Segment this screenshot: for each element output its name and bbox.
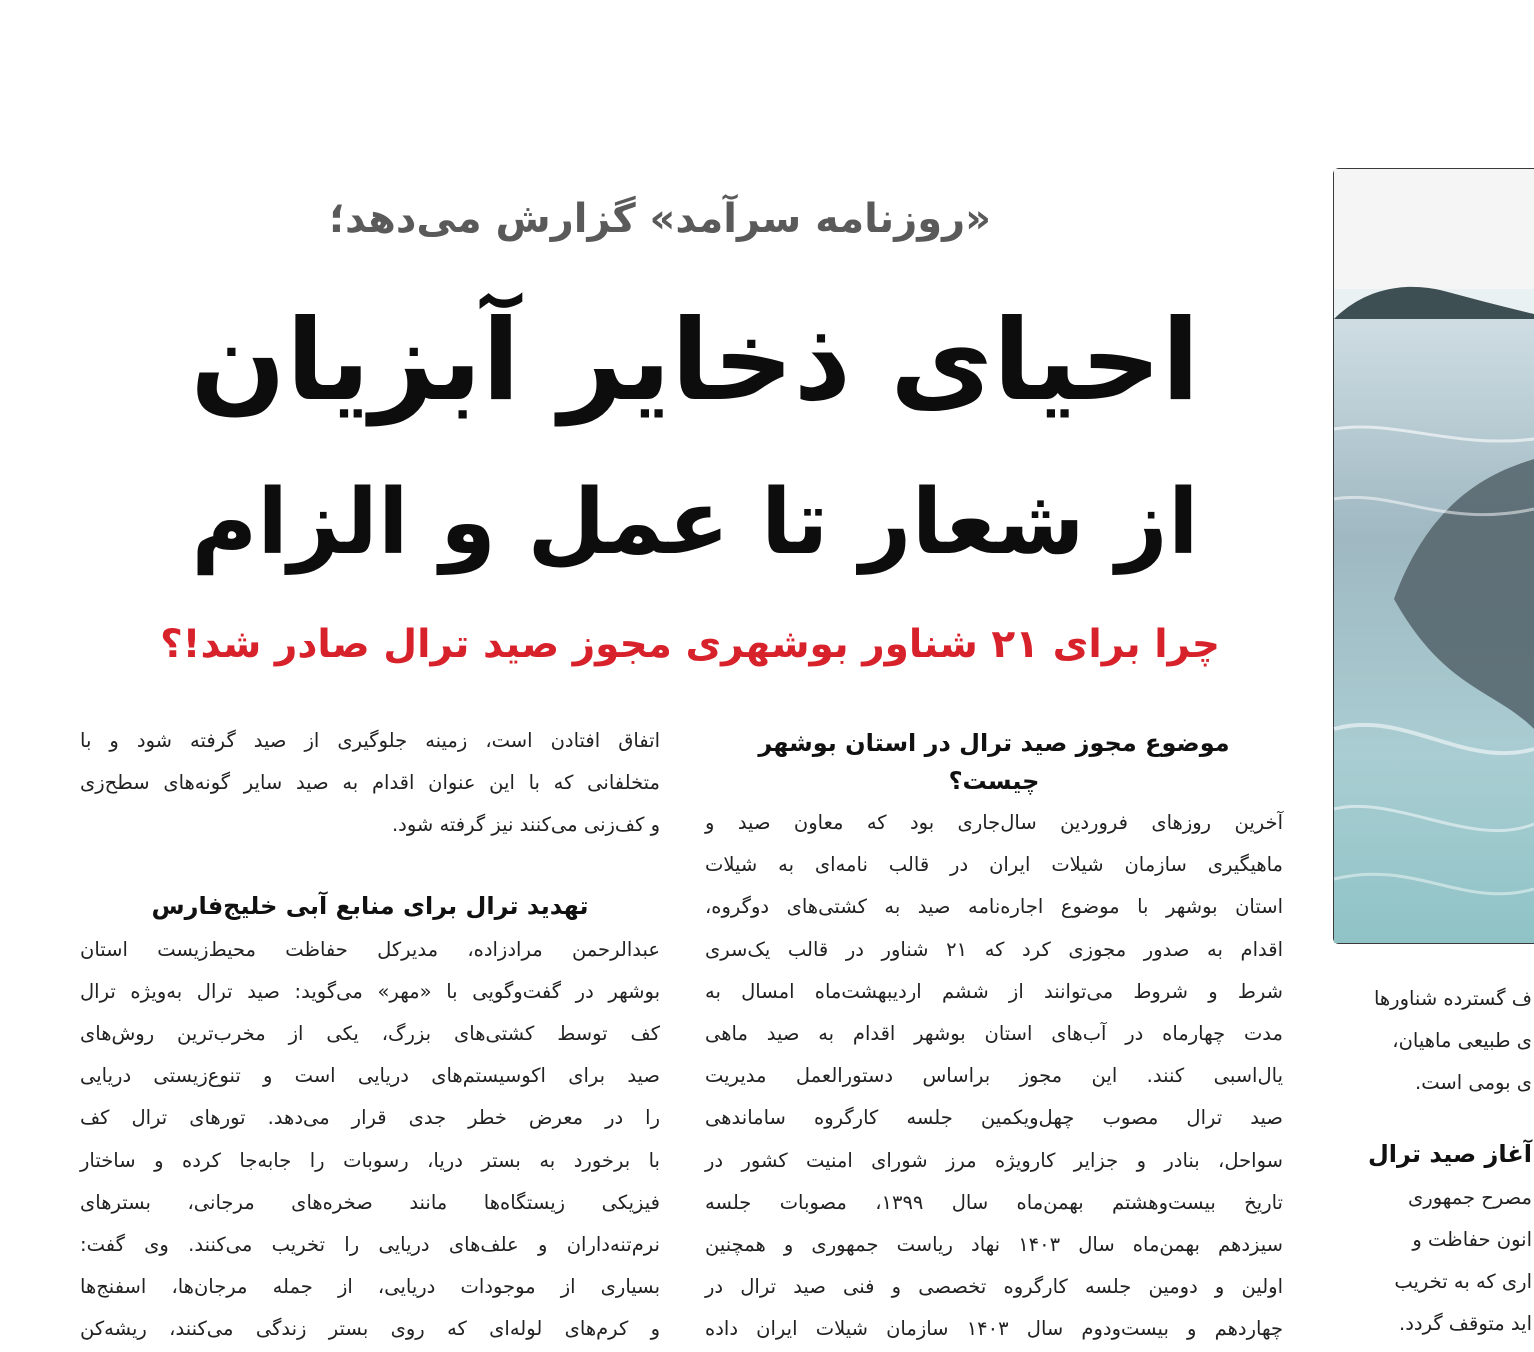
body-paragraph: [1332, 978, 1532, 1105]
text-line: ی طبیعی ماهیان،: [1392, 1029, 1532, 1053]
section-heading-trawl-start: آغاز صید ترال: [1367, 1139, 1532, 1168]
text-line: ماهیگیری سازمان شیلات ایران در قالب نامه‌ای به شیلات: [705, 853, 1283, 877]
text-line: سیزدهم بهمن‌ماه سال ۱۴۰۳ نهاد ریاست جمهوری و همچنین: [705, 1233, 1283, 1257]
column-middle: [705, 720, 1283, 1351]
article-subheadline: چرا برای ۲۱ شناور بوشهری مجوز صید ترال صادر شد!؟: [160, 622, 1220, 667]
text-line: آخرین روزهای فروردین سال‌جاری بود که معاون صید و: [705, 811, 1283, 834]
text-line: اید متوقف گردد.: [1399, 1312, 1532, 1336]
text-line: با برخورد به بستر دریا، رسوبات را جابه‌جا کرده و ساختار: [80, 1148, 660, 1172]
text-line: و کرم‌های لوله‌ای که روی بستر زندگی می‌کنند، ریشه‌کن: [80, 1317, 660, 1341]
text-line: فیزیکی زیستگاه‌ها مانند صخره‌های مرجانی، بسترهای: [80, 1190, 660, 1214]
text-line: ف گسترده شناورها: [1373, 987, 1532, 1010]
text-line: اقدام به صدور مجوزی کرد که ۲۱ شناور در قالب یک‌سری: [705, 937, 1283, 961]
text-line: صید ترال مصوب چهل‌ویکمین جلسه کارگروه ساماندهی: [705, 1106, 1283, 1130]
text-line: صید برای اکوسیستم‌های دریایی است و تنوع‌زیستی دریایی: [80, 1064, 660, 1088]
text-line: بسیاری از موجودات دریایی، از جمله مرجان‌ها، اسفنج‌ها: [80, 1275, 660, 1299]
text-line: و کف‌زنی می‌کنند نیز گرفته شود.: [391, 813, 660, 837]
section-heading-trawl-threat: تهدید ترال برای منابع آبی خلیج‌فارس: [151, 891, 589, 920]
text-line: مدت چهارماه در آب‌های استان بوشهر اقدام به صید ماهی: [705, 1022, 1283, 1046]
text-line: نرم‌تنه‌داران و علف‌های دریایی را تخریب می‌کنند. وی گفت:: [80, 1233, 660, 1257]
column-right: [1332, 978, 1532, 1345]
text-line: چهاردهم و بیست‌ودوم سال ۱۴۰۳ سازمان شیلات ایران داده: [705, 1317, 1283, 1341]
sea-photo-illustration: [1334, 169, 1534, 943]
text-line: تاریخ بیست‌وهشتم بهمن‌ماه سال ۱۳۹۹، مصوبات جلسه: [705, 1190, 1283, 1214]
body-paragraph: [80, 929, 660, 1351]
text-line: را در معرض خطر جدی قرار می‌دهد. تورهای ترال کف: [80, 1106, 660, 1130]
body-paragraph: [705, 802, 1283, 1351]
text-line: اری که به تخریب: [1394, 1270, 1532, 1294]
text-line: ی بومی است.: [1415, 1071, 1532, 1095]
text-line: انون حفاظت و: [1412, 1227, 1532, 1251]
text-line: متخلفانی که با این عنوان اقدام به صید سایر گونه‌های سطح‌زی: [80, 771, 660, 795]
text-line: بوشهر در گفت‌وگویی با «مهر» می‌گوید: صید ترال به‌ویژه ترال: [80, 979, 660, 1003]
section-heading-trawl-permit: [705, 724, 1283, 800]
text-line: سواحل، بنادر و جزایر کارویژه مرز شورای امنیت کشور در: [705, 1148, 1283, 1172]
column-left: [80, 720, 660, 1351]
section-heading-line: موضوع مجوز صید ترال در استان بوشهر: [758, 729, 1230, 757]
text-line: یال‌اسبی کنند. این مجوز براساس دستورالعمل مدیریت: [705, 1064, 1283, 1088]
headline-line-2: از شعار تا عمل و الزام: [191, 470, 1199, 575]
body-paragraph: [1332, 1177, 1532, 1346]
body-paragraph: [80, 720, 660, 847]
text-line: کف توسط کشتی‌های بزرگ، یکی از مخرب‌ترین روش‌های: [80, 1022, 660, 1046]
section-heading-line: چیست؟: [948, 767, 1040, 795]
text-line: عبدالرحمن مرادزاده، مدیرکل حفاظت محیط‌زیست استان: [80, 937, 660, 961]
text-line: مصرح جمهوری: [1408, 1185, 1532, 1209]
article-kicker: «روزنامه سرآمد» گزارش می‌دهد؛: [329, 196, 991, 242]
headline-line-1: احیای ذخایر آبزیان: [190, 296, 1200, 426]
text-line: اولین و دومین جلسه کارگروه تخصصی و فنی صید ترال در: [705, 1275, 1283, 1299]
article-photo: [1333, 168, 1534, 944]
text-line: شرط و شروط می‌توانند از ششم اردیبهشت‌ماه امسال به: [705, 979, 1283, 1003]
text-line: استان بوشهر با موضوع اجاره‌نامه صید به کشتی‌های دوگروه،: [705, 895, 1283, 919]
text-line: اتفاق افتادن است، زمینه جلوگیری از صید گرفته شود و با: [80, 729, 660, 752]
